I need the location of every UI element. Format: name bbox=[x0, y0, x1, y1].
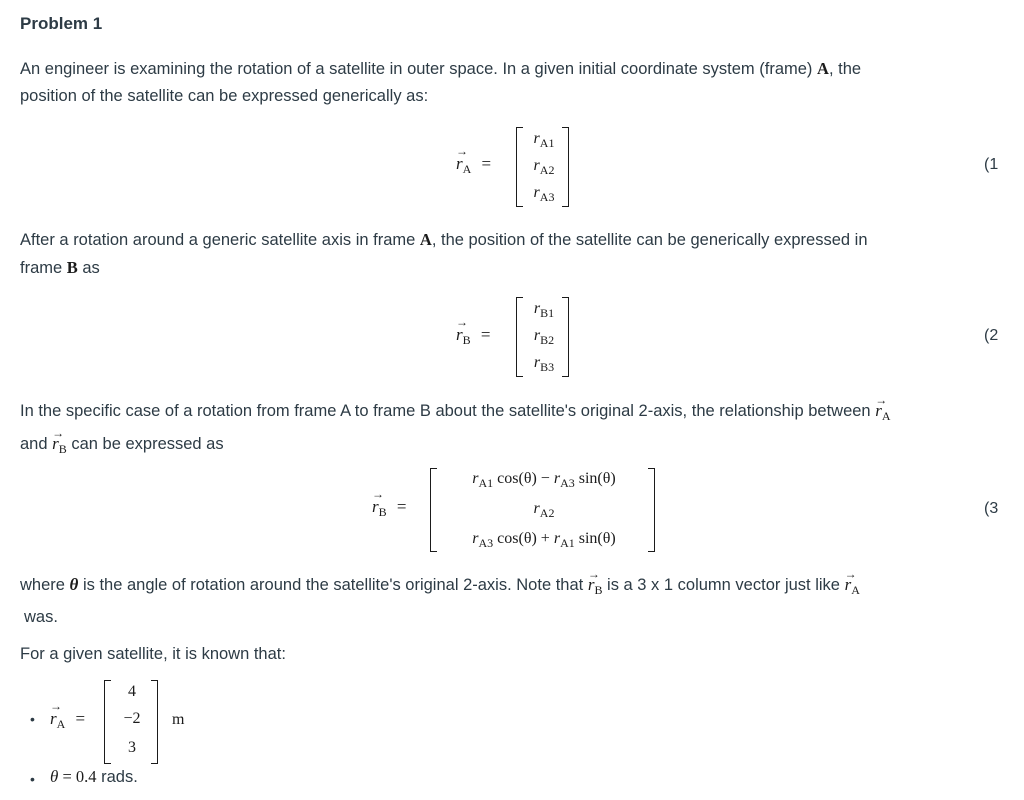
eq3-row-2: $r_{A2}$ bbox=[533, 500, 555, 520]
given-theta bbox=[50, 767, 138, 787]
eq2-lhs bbox=[456, 325, 490, 348]
relationship-paragraph bbox=[20, 397, 891, 463]
eq3-lhs-sub: B bbox=[378, 505, 387, 519]
eq2-entry-1: $r_{B1}$ bbox=[533, 300, 555, 320]
relationship-vec-ra: → r bbox=[875, 397, 882, 424]
relationship-vec-rb: → r bbox=[52, 430, 59, 457]
eq1-entry-1: $r_{A1}$ bbox=[533, 130, 555, 150]
given-value-3: 3 bbox=[128, 739, 136, 756]
given-bullet-1: • bbox=[30, 711, 35, 727]
theta-symbol: θ bbox=[69, 575, 79, 594]
eq1-entry-2: $r_{A2}$ bbox=[533, 157, 555, 177]
given-ra-symbol: → r bbox=[50, 709, 57, 729]
intro-paragraph bbox=[20, 55, 861, 110]
relationship-text-2: and bbox=[20, 435, 53, 453]
theta-text-mid: is the angle of rotation around the satellite's original 2-axis. Note that bbox=[78, 576, 588, 594]
intro-text-1-end: , the bbox=[828, 60, 862, 78]
eq1-lhs bbox=[456, 154, 491, 177]
given-theta-unit: rads. bbox=[96, 768, 138, 786]
given-unit-m: m bbox=[172, 711, 185, 728]
given-ra-lhs bbox=[50, 709, 85, 732]
given-value-2: −2 bbox=[123, 710, 141, 727]
eq3-lhs bbox=[372, 497, 406, 520]
frame-a-symbol: A bbox=[817, 59, 829, 78]
eq2-entry-2: $r_{B2}$ bbox=[533, 327, 555, 347]
rotation-text-2: frame bbox=[20, 259, 67, 277]
given-intro: For a given satellite, it is known that: bbox=[20, 645, 286, 663]
eq1-number: (1 bbox=[984, 156, 999, 173]
rotation-text-1: After a rotation around a generic satellite axis in frame bbox=[20, 231, 420, 249]
theta-text-mid2: is a 3 x 1 column vector just like bbox=[602, 576, 845, 594]
problem-title: Problem 1 bbox=[20, 14, 103, 33]
relationship-text-2-end: can be expressed as bbox=[66, 435, 224, 453]
theta-paragraph bbox=[20, 571, 860, 631]
relationship-vec-rb-sub: B bbox=[58, 442, 67, 456]
theta-vec-ra: → r bbox=[845, 571, 852, 598]
relationship-text-1: In the specific case of a rotation from frame A to frame B about the satellite's original 2-axis, the relationship between bbox=[20, 402, 876, 420]
theta-vec-rb-sub: B bbox=[594, 583, 603, 597]
given-value-1: 4 bbox=[128, 683, 136, 700]
frame-b-symbol: B bbox=[66, 258, 78, 277]
relationship-vec-ra-sub: A bbox=[881, 409, 891, 423]
eq3-row-3: $r_{A3}$ $\cos(\theta) + r_{A1}$ sin(θ) bbox=[472, 530, 616, 550]
given-theta-equals: = bbox=[58, 767, 76, 786]
theta-text-2: was. bbox=[24, 608, 58, 626]
given-left-bracket bbox=[104, 680, 111, 764]
eq2-left-bracket bbox=[516, 297, 523, 377]
rotation-text-2-end: as bbox=[77, 259, 100, 277]
eq2-lhs-symbol: → r bbox=[456, 325, 463, 345]
eq2-entry-3: $r_{B3}$ bbox=[533, 354, 555, 374]
intro-text-1: An engineer is examining the rotation of a satellite in outer space. In a given initial coordinate system (frame) bbox=[20, 60, 818, 78]
theta-vec-rb: → r bbox=[588, 571, 595, 598]
eq2-lhs-sub: B bbox=[462, 333, 471, 347]
eq3-left-bracket bbox=[430, 468, 437, 552]
theta-text-1: where bbox=[20, 576, 70, 594]
given-theta-symbol: θ bbox=[50, 767, 59, 786]
eq2-equals: = bbox=[480, 325, 491, 344]
given-bullet-2: • bbox=[30, 771, 35, 787]
eq3-number: (3 bbox=[984, 500, 999, 517]
intro-text-2: position of the satellite can be expressed generically as: bbox=[20, 87, 429, 105]
eq1-lhs-sub: A bbox=[462, 162, 472, 176]
rotation-text-1-end: , the position of the satellite can be generically expressed in bbox=[431, 231, 868, 249]
given-theta-value: 0.4 bbox=[75, 767, 97, 786]
rotation-paragraph bbox=[20, 226, 868, 282]
given-ra-equals: = bbox=[75, 709, 86, 728]
eq1-left-bracket bbox=[516, 127, 523, 207]
eq1-lhs-symbol: → r bbox=[456, 154, 463, 174]
eq2-number: (2 bbox=[984, 327, 999, 344]
eq3-equals: = bbox=[396, 497, 407, 516]
frame-a-symbol-2: A bbox=[419, 230, 432, 249]
eq3-lhs-symbol: → r bbox=[372, 497, 379, 517]
eq1-entry-3: $r_{A3}$ bbox=[533, 184, 555, 204]
eq1-equals: = bbox=[481, 154, 492, 173]
eq3-row-1: $r_{A1}$ $\cos(\theta) - r_{A3}$ sin(θ) bbox=[472, 470, 616, 490]
given-ra-sub: A bbox=[56, 717, 66, 731]
theta-vec-ra-sub: A bbox=[851, 583, 860, 597]
given-right-bracket bbox=[151, 680, 158, 764]
